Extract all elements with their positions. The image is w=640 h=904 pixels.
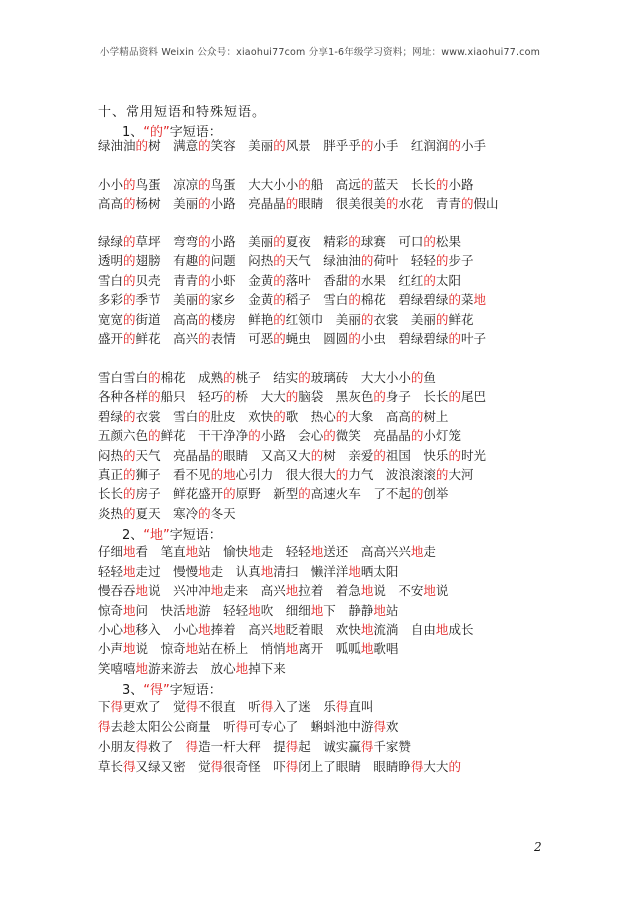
phrase-line: 炎热的夏天 寒冷的冬天 [98, 506, 236, 521]
phrase-line: 长长的房子 鲜花盛开的原野 新型的高速火车 了不起的创举 [98, 486, 449, 501]
subsection-label: 字短语： [169, 683, 222, 698]
phrase-line: 草长得又绿又密 觉得很奇怪 吓得闭上了眼睛 眼睛睁得大大的 [98, 759, 461, 774]
subsection-word: “地” [143, 528, 170, 543]
phrase-line: 雪白的贝壳 青青的小虾 金黄的落叶 香甜的水果 红红的太阳 [98, 273, 461, 288]
section-title: 十、常用短语和特殊短语。 [98, 105, 267, 120]
page-number: 2 [534, 840, 542, 854]
phrase-line: 小声地说 惊奇地站在桥上 悄悄地离开 呱呱地歌唱 [98, 641, 399, 656]
subsection-label: 字短语： [169, 528, 222, 543]
phrase-line: 宽宽的街道 高高的楼房 鲜艳的红领巾 美丽的衣裳 美丽的鲜花 [98, 312, 474, 327]
phrase-line: 小小的鸟蛋 凉凉的鸟蛋 大大小小的船 高远的蓝天 长长的小路 [98, 177, 474, 192]
phrase-line: 绿油油的树 满意的笑容 美丽的风景 胖乎乎的小手 红润润的小手 [98, 138, 486, 153]
phrase-line: 高高的杨树 美丽的小路 亮晶晶的眼睛 很美很美的水花 青青的假山 [98, 196, 499, 211]
phrase-line: 真正的狮子 看不见的地心引力 很大很大的力气 波浪滚滚的大河 [98, 467, 474, 482]
phrase-line: 惊奇地问 快活地游 轻轻地吹 细细地下 静静地站 [98, 603, 399, 618]
subsection-number: 3、 [122, 683, 144, 698]
phrase-line: 盛开的鲜花 高兴的表情 可恶的蝇虫 圆圆的小虫 碧绿碧绿的叶子 [98, 331, 486, 346]
phrase-line: 仔细地看 笔直地站 愉快地走 轻轻地送还 高高兴兴地走 [98, 544, 436, 559]
subsection-de2-heading [122, 679, 222, 698]
subsection-number: 2、 [122, 528, 144, 543]
phrase-line: 闷热的天气 亮晶晶的眼睛 又高又大的树 亲爱的祖国 快乐的时光 [98, 448, 486, 463]
phrase-line: 轻轻地走过 慢慢地走 认真地清扫 懒洋洋地晒太阳 [98, 564, 399, 579]
phrase-line: 小心地移入 小心地捧着 高兴地眨着眼 欢快地流淌 自由地成长 [98, 622, 474, 637]
phrase-line: 透明的翅膀 有趣的问题 闷热的天气 绿油油的荷叶 轻轻的步子 [98, 253, 474, 268]
phrase-line: 绿绿的草坪 弯弯的小路 美丽的夏夜 精彩的球赛 可口的松果 [98, 234, 461, 249]
phrase-line: 慢吞吞地说 兴冲冲地走来 高兴地拉着 着急地说 不安地说 [98, 583, 449, 598]
phrase-line: 雪白雪白的棉花 成熟的桃子 结实的玻璃砖 大大小小的鱼 [98, 370, 436, 385]
phrase-line: 笑嘻嘻地游来游去 放心地掉下来 [98, 661, 286, 676]
phrase-line: 五颜六色的鲜花 干干净净的小路 会心的微笑 亮晶晶的小灯笼 [98, 428, 461, 443]
subsection-word: “得” [143, 683, 170, 698]
subsection-word: “的” [143, 125, 170, 140]
phrase-line: 各种各样的船只 轻巧的桥 大大的脑袋 黑灰色的身子 长长的尾巴 [98, 389, 486, 404]
phrase-line: 碧绿的衣裳 雪白的肚皮 欢快的歌 热心的大象 高高的树上 [98, 409, 449, 424]
page-header: 小学精品资料 Weixin 公众号：xiaohui77com 分享1-6年级学习资料；网址：www.xiaohui77.com [99, 47, 541, 58]
subsection-di-heading [122, 524, 222, 543]
phrase-line: 得去趁太阳公公商量 听得可专心了 蝌蚪池中游得欢 [98, 719, 399, 734]
subsection-label: 字短语： [169, 125, 222, 140]
phrase-line: 小朋友得救了 得造一杆大秤 提得起 诚实赢得千家赞 [98, 739, 411, 754]
phrase-line: 多彩的季节 美丽的家乡 金黄的稻子 雪白的棉花 碧绿碧绿的菜地 [98, 292, 486, 307]
subsection-number: 1、 [122, 125, 144, 140]
phrase-line: 下得更欢了 觉得不很直 听得入了迷 乐得直叫 [98, 699, 374, 714]
